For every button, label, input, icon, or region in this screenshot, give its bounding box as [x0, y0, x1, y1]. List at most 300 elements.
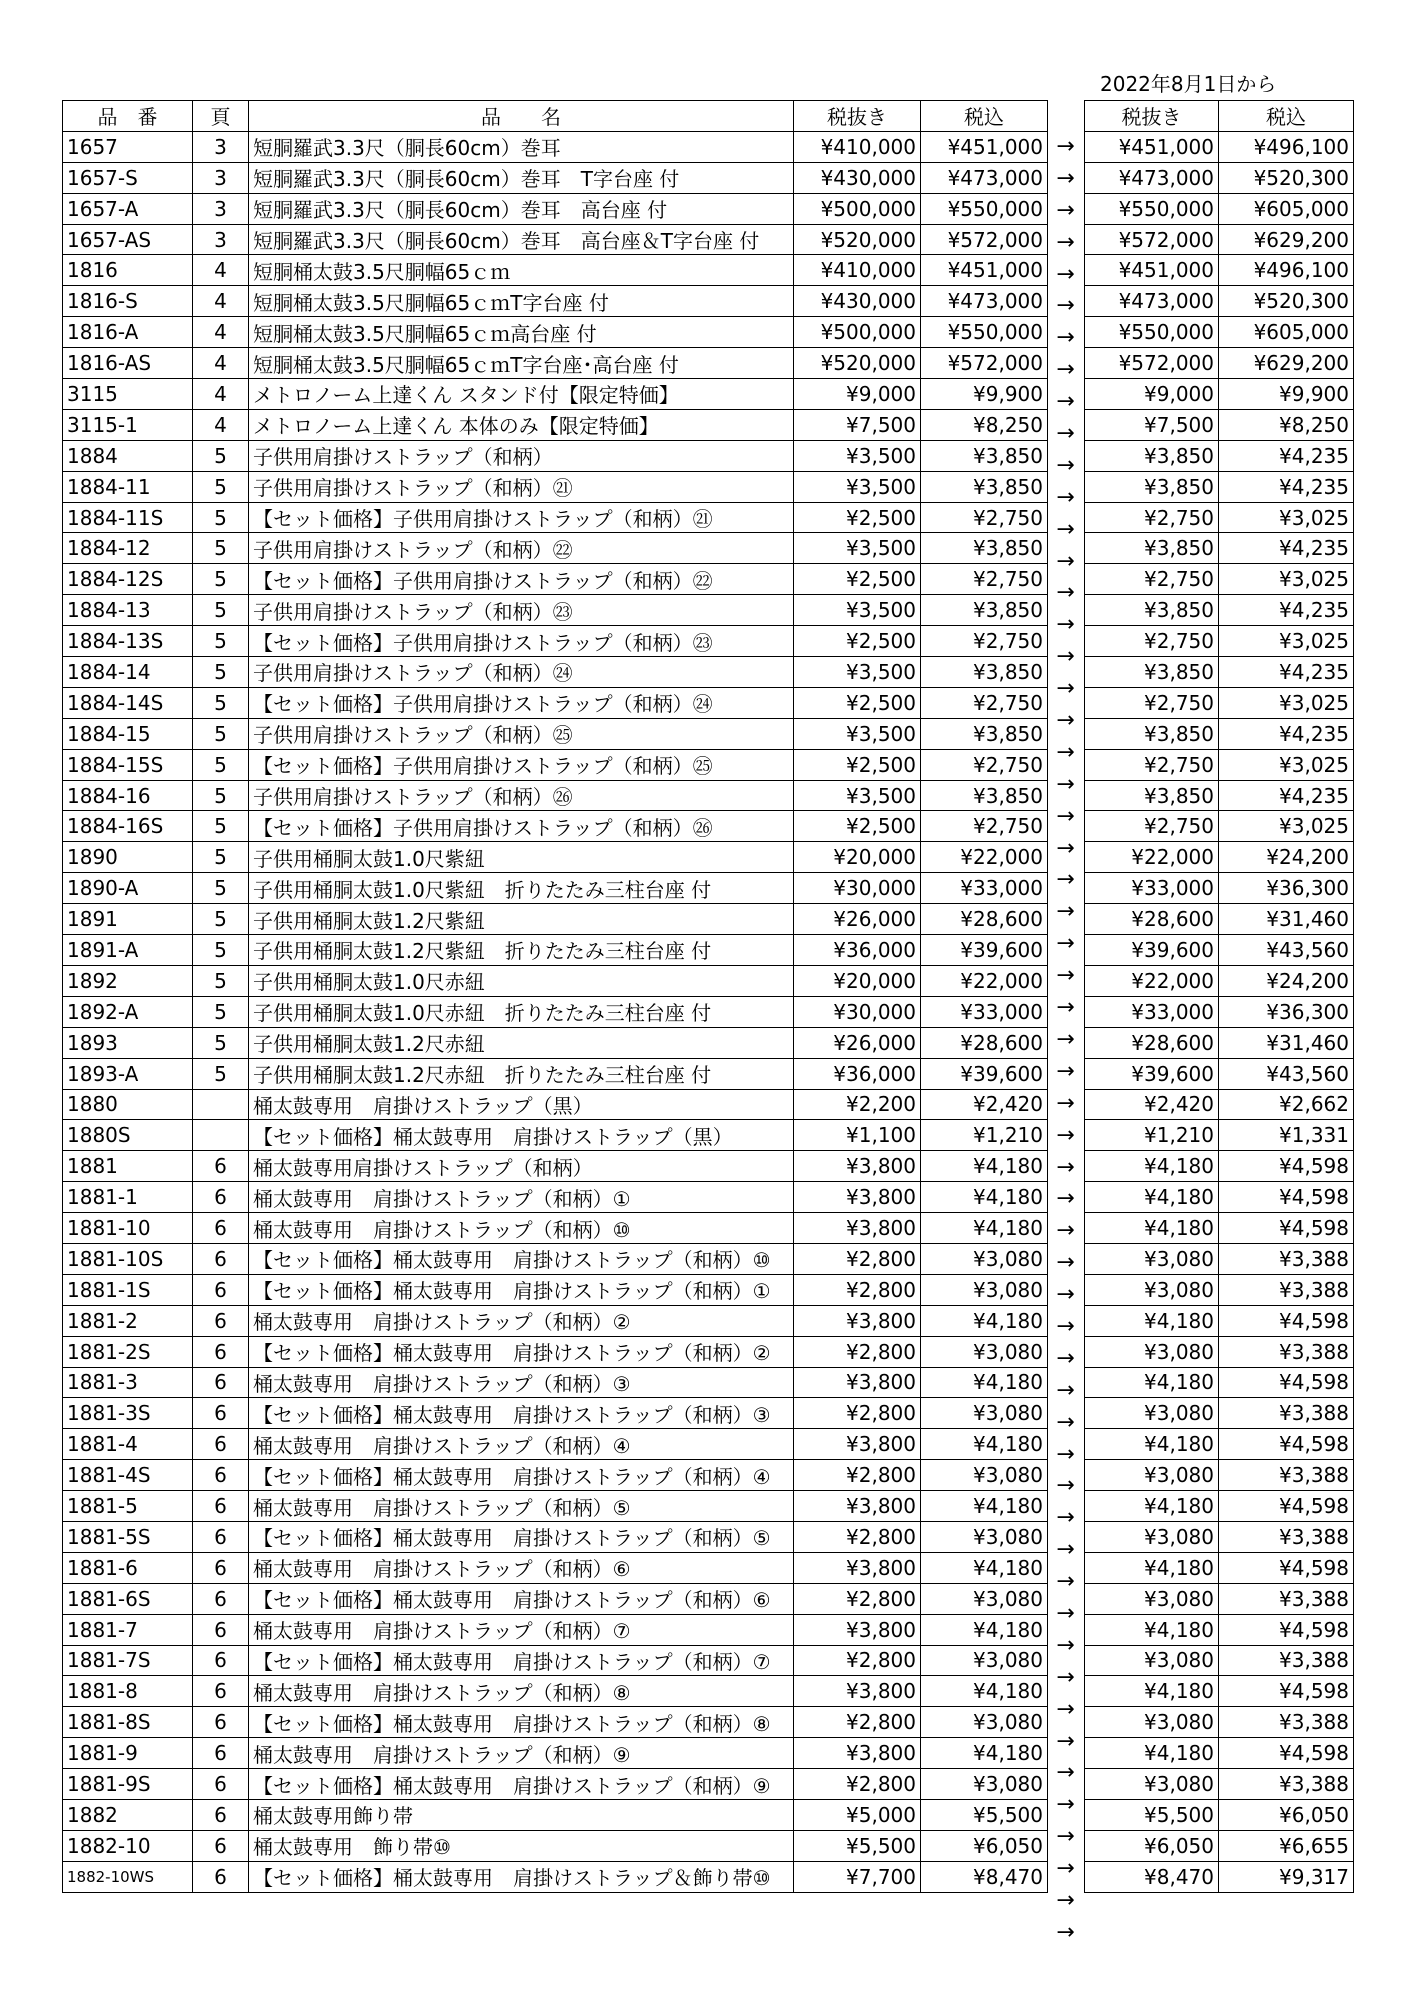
new-inc-tax-cell: ¥4,598: [1219, 1367, 1354, 1398]
inc-tax-cell: ¥3,080: [921, 1707, 1048, 1738]
inc-tax-cell: ¥3,080: [921, 1521, 1048, 1552]
inc-tax-cell: ¥4,180: [921, 1305, 1048, 1336]
code-cell: 1881-8: [63, 1676, 193, 1707]
code-cell: 1881-3S: [63, 1398, 193, 1429]
new-ex-tax-cell: ¥3,850: [1085, 718, 1219, 749]
new-ex-tax-cell: ¥2,750: [1085, 749, 1219, 780]
header-code: 品 番: [63, 101, 193, 132]
table-row: [63, 657, 1048, 688]
new-ex-tax-cell: ¥5,500: [1085, 1799, 1219, 1830]
arrow-column: [1047, 131, 1084, 1949]
inc-tax-cell: ¥3,080: [921, 1336, 1048, 1367]
inc-tax-cell: ¥572,000: [921, 348, 1048, 379]
ex-tax-cell: ¥7,500: [794, 409, 921, 440]
ex-tax-cell: ¥2,800: [794, 1274, 921, 1305]
arrow-icon: →: [1056, 1122, 1075, 1148]
page-cell: 4: [193, 255, 249, 286]
new-ex-tax-cell: ¥4,180: [1085, 1676, 1219, 1707]
arrow-icon: →: [1056, 1218, 1075, 1244]
new-inc-tax-cell: ¥3,388: [1219, 1243, 1354, 1274]
table-row: [63, 1120, 1048, 1151]
new-ex-tax-cell: ¥572,000: [1085, 348, 1219, 379]
ex-tax-cell: ¥3,500: [794, 440, 921, 471]
header-row: [1085, 101, 1354, 132]
code-cell: 1884-11S: [63, 502, 193, 533]
ex-tax-cell: ¥3,500: [794, 657, 921, 688]
name-cell: 子供用肩掛けストラップ（和柄）㉔: [249, 657, 794, 688]
name-cell: 【セット価格】桶太鼓専用 肩掛けストラップ＆飾り帯⑩: [249, 1861, 794, 1892]
page-cell: 6: [193, 1676, 249, 1707]
new-inc-tax-cell: ¥2,662: [1219, 1089, 1354, 1120]
ex-tax-cell: ¥3,500: [794, 780, 921, 811]
inc-tax-cell: ¥451,000: [921, 255, 1048, 286]
table-row: [1085, 1521, 1354, 1552]
table-row: [1085, 379, 1354, 410]
table-row: [1085, 1182, 1354, 1213]
new-ex-tax-cell: ¥3,850: [1085, 657, 1219, 688]
arrow-icon: →: [1056, 771, 1075, 797]
code-cell: 1881-7S: [63, 1645, 193, 1676]
page-cell: 6: [193, 1830, 249, 1861]
table-row: [63, 1583, 1048, 1614]
new-ex-tax-cell: ¥1,210: [1085, 1120, 1219, 1151]
table-row: [1085, 1491, 1354, 1522]
arrow-icon: →: [1056, 516, 1075, 542]
table-row: [1085, 1583, 1354, 1614]
arrow-icon: →: [1056, 1186, 1075, 1212]
table-row: [63, 131, 1048, 162]
new-inc-tax-cell: ¥629,200: [1219, 348, 1354, 379]
inc-tax-cell: ¥4,180: [921, 1151, 1048, 1182]
new-inc-tax-cell: ¥9,317: [1219, 1861, 1354, 1892]
ex-tax-cell: ¥2,200: [794, 1089, 921, 1120]
page-cell: 6: [193, 1799, 249, 1830]
table-row: [1085, 1120, 1354, 1151]
new-ex-tax-cell: ¥39,600: [1085, 935, 1219, 966]
new-ex-tax-cell: ¥3,850: [1085, 595, 1219, 626]
page-cell: 6: [193, 1614, 249, 1645]
code-cell: 1881-3: [63, 1367, 193, 1398]
name-cell: 【セット価格】桶太鼓専用 肩掛けストラップ（和柄）⑥: [249, 1583, 794, 1614]
code-cell: 1881-5: [63, 1491, 193, 1522]
table-row: [1085, 224, 1354, 255]
new-inc-tax-cell: ¥6,050: [1219, 1799, 1354, 1830]
page-cell: 5: [193, 657, 249, 688]
new-inc-tax-cell: ¥3,388: [1219, 1707, 1354, 1738]
header-new-ex-tax: 税抜き: [1085, 101, 1219, 132]
arrow-icon: →: [1056, 1154, 1075, 1180]
name-cell: 短胴羅武3.3尺（胴長60cm）巻耳 高台座 付: [249, 193, 794, 224]
ex-tax-cell: ¥30,000: [794, 996, 921, 1027]
table-row: [1085, 471, 1354, 502]
inc-tax-cell: ¥2,750: [921, 502, 1048, 533]
new-ex-tax-cell: ¥2,750: [1085, 811, 1219, 842]
ex-tax-cell: ¥3,800: [794, 1614, 921, 1645]
code-cell: 1816-S: [63, 286, 193, 317]
code-cell: 1884-13: [63, 595, 193, 626]
inc-tax-cell: ¥3,850: [921, 595, 1048, 626]
page-cell: 6: [193, 1398, 249, 1429]
inc-tax-cell: ¥2,750: [921, 626, 1048, 657]
table-row: [63, 1521, 1048, 1552]
header-inc-tax: 税込: [921, 101, 1048, 132]
table-row: [63, 286, 1048, 317]
arrow-icon: →: [1056, 548, 1075, 574]
new-ex-tax-cell: ¥4,180: [1085, 1305, 1219, 1336]
name-cell: 子供用肩掛けストラップ（和柄）㉒: [249, 533, 794, 564]
arrow-icon: →: [1056, 1282, 1075, 1308]
new-ex-tax-cell: ¥33,000: [1085, 996, 1219, 1027]
new-ex-tax-cell: ¥2,750: [1085, 687, 1219, 718]
arrow-icon: →: [1056, 1728, 1075, 1754]
inc-tax-cell: ¥473,000: [921, 286, 1048, 317]
table-row: [63, 1336, 1048, 1367]
table-row: [63, 718, 1048, 749]
ex-tax-cell: ¥36,000: [794, 1058, 921, 1089]
table-row: [63, 1830, 1048, 1861]
new-ex-tax-cell: ¥6,050: [1085, 1830, 1219, 1861]
name-cell: 短胴羅武3.3尺（胴長60cm）巻耳 T字台座 付: [249, 162, 794, 193]
table-row: [63, 502, 1048, 533]
new-inc-tax-cell: ¥496,100: [1219, 255, 1354, 286]
new-inc-tax-cell: ¥9,900: [1219, 379, 1354, 410]
inc-tax-cell: ¥3,850: [921, 657, 1048, 688]
inc-tax-cell: ¥4,180: [921, 1429, 1048, 1460]
arrow-icon: →: [1056, 261, 1075, 287]
arrow-icon: →: [1056, 134, 1075, 159]
name-cell: 桶太鼓専用 肩掛けストラップ（和柄）④: [249, 1429, 794, 1460]
new-ex-tax-cell: ¥473,000: [1085, 162, 1219, 193]
name-cell: 【セット価格】桶太鼓専用 肩掛けストラップ（和柄）⑦: [249, 1645, 794, 1676]
new-inc-tax-cell: ¥8,250: [1219, 409, 1354, 440]
inc-tax-cell: ¥2,750: [921, 811, 1048, 842]
table-row: [63, 564, 1048, 595]
inc-tax-cell: ¥33,000: [921, 873, 1048, 904]
table-row: [63, 1305, 1048, 1336]
inc-tax-cell: ¥22,000: [921, 965, 1048, 996]
name-cell: 短胴羅武3.3尺（胴長60cm）巻耳 高台座＆T字台座 付: [249, 224, 794, 255]
code-cell: 1884: [63, 440, 193, 471]
code-cell: 1882: [63, 1799, 193, 1830]
table-row: [63, 224, 1048, 255]
inc-tax-cell: ¥3,850: [921, 440, 1048, 471]
ex-tax-cell: ¥520,000: [794, 224, 921, 255]
name-cell: 【セット価格】桶太鼓専用 肩掛けストラップ（和柄）⑧: [249, 1707, 794, 1738]
table-row: [1085, 1213, 1354, 1244]
new-inc-tax-cell: ¥3,388: [1219, 1398, 1354, 1429]
table-row: [1085, 904, 1354, 935]
new-inc-tax-cell: ¥4,598: [1219, 1151, 1354, 1182]
table-row: [1085, 440, 1354, 471]
ex-tax-cell: ¥3,800: [794, 1738, 921, 1769]
page-cell: 5: [193, 533, 249, 564]
new-inc-tax-cell: ¥3,388: [1219, 1336, 1354, 1367]
new-inc-tax-cell: ¥3,388: [1219, 1583, 1354, 1614]
table-row: [1085, 1058, 1354, 1089]
arrow-icon: →: [1056, 644, 1075, 670]
page-cell: 6: [193, 1305, 249, 1336]
ex-tax-cell: ¥3,800: [794, 1552, 921, 1583]
code-cell: 1890: [63, 842, 193, 873]
ex-tax-cell: ¥30,000: [794, 873, 921, 904]
ex-tax-cell: ¥500,000: [794, 317, 921, 348]
table-row: [1085, 1707, 1354, 1738]
new-ex-tax-cell: ¥22,000: [1085, 965, 1219, 996]
name-cell: 短胴桶太鼓3.5尺胴幅65ｃｍT字台座･高台座 付: [249, 348, 794, 379]
code-cell: 1881-10S: [63, 1243, 193, 1274]
inc-tax-cell: ¥28,600: [921, 904, 1048, 935]
table-row: [63, 193, 1048, 224]
ex-tax-cell: ¥3,800: [794, 1213, 921, 1244]
arrow-icon: →: [1056, 1505, 1075, 1531]
inc-tax-cell: ¥28,600: [921, 1027, 1048, 1058]
table-row: [63, 1027, 1048, 1058]
new-inc-tax-cell: ¥4,598: [1219, 1429, 1354, 1460]
table-row: [1085, 657, 1354, 688]
new-inc-tax-cell: ¥520,300: [1219, 286, 1354, 317]
new-ex-tax-cell: ¥4,180: [1085, 1614, 1219, 1645]
ex-tax-cell: ¥2,500: [794, 502, 921, 533]
inc-tax-cell: ¥473,000: [921, 162, 1048, 193]
code-cell: 1884-13S: [63, 626, 193, 657]
new-inc-tax-cell: ¥24,200: [1219, 842, 1354, 873]
inc-tax-cell: ¥2,420: [921, 1089, 1048, 1120]
page-cell: 6: [193, 1151, 249, 1182]
table-row: [63, 1429, 1048, 1460]
page-cell: 6: [193, 1429, 249, 1460]
name-cell: 【セット価格】子供用肩掛けストラップ（和柄）㉓: [249, 626, 794, 657]
name-cell: 子供用肩掛けストラップ（和柄）㉕: [249, 718, 794, 749]
new-ex-tax-cell: ¥28,600: [1085, 1027, 1219, 1058]
table-row: [63, 1645, 1048, 1676]
inc-tax-cell: ¥9,900: [921, 379, 1048, 410]
ex-tax-cell: ¥7,700: [794, 1861, 921, 1892]
arrow-icon: →: [1056, 995, 1075, 1021]
table-row: [63, 626, 1048, 657]
new-ex-tax-cell: ¥8,470: [1085, 1861, 1219, 1892]
table-row: [1085, 1614, 1354, 1645]
table-row: [1085, 286, 1354, 317]
name-cell: 【セット価格】子供用肩掛けストラップ（和柄）㉒: [249, 564, 794, 595]
page-cell: 6: [193, 1243, 249, 1274]
ex-tax-cell: ¥3,500: [794, 595, 921, 626]
code-cell: 1881-4S: [63, 1460, 193, 1491]
table-row: [63, 1707, 1048, 1738]
page-cell: 5: [193, 595, 249, 626]
new-ex-tax-cell: ¥22,000: [1085, 842, 1219, 873]
arrow-icon: →: [1056, 1026, 1075, 1052]
ex-tax-cell: ¥3,800: [794, 1676, 921, 1707]
name-cell: 【セット価格】桶太鼓専用 肩掛けストラップ（和柄）⑩: [249, 1243, 794, 1274]
name-cell: 【セット価格】子供用肩掛けストラップ（和柄）㉖: [249, 811, 794, 842]
page-cell: 6: [193, 1367, 249, 1398]
new-inc-tax-cell: ¥4,235: [1219, 533, 1354, 564]
ex-tax-cell: ¥410,000: [794, 131, 921, 162]
inc-tax-cell: ¥550,000: [921, 193, 1048, 224]
table-row: [1085, 1676, 1354, 1707]
page-cell: 3: [193, 224, 249, 255]
ex-tax-cell: ¥9,000: [794, 379, 921, 410]
inc-tax-cell: ¥3,850: [921, 718, 1048, 749]
new-ex-tax-cell: ¥3,080: [1085, 1521, 1219, 1552]
code-cell: 1881-2S: [63, 1336, 193, 1367]
code-cell: 1816-AS: [63, 348, 193, 379]
inc-tax-cell: ¥3,080: [921, 1769, 1048, 1800]
code-cell: 3115: [63, 379, 193, 410]
code-cell: 1881-9S: [63, 1769, 193, 1800]
inc-tax-cell: ¥2,750: [921, 687, 1048, 718]
inc-tax-cell: ¥8,470: [921, 1861, 1048, 1892]
inc-tax-cell: ¥2,750: [921, 564, 1048, 595]
new-ex-tax-cell: ¥4,180: [1085, 1367, 1219, 1398]
table-row: [63, 533, 1048, 564]
page-cell: 4: [193, 379, 249, 410]
new-ex-tax-cell: ¥451,000: [1085, 255, 1219, 286]
inc-tax-cell: ¥572,000: [921, 224, 1048, 255]
code-cell: 1881-1S: [63, 1274, 193, 1305]
page-cell: 4: [193, 409, 249, 440]
new-inc-tax-cell: ¥4,598: [1219, 1182, 1354, 1213]
ex-tax-cell: ¥3,500: [794, 471, 921, 502]
code-cell: 1880S: [63, 1120, 193, 1151]
name-cell: 【セット価格】桶太鼓専用 肩掛けストラップ（黒）: [249, 1120, 794, 1151]
ex-tax-cell: ¥2,800: [794, 1460, 921, 1491]
new-ex-tax-cell: ¥572,000: [1085, 224, 1219, 255]
table-row: [63, 1151, 1048, 1182]
page-cell: 6: [193, 1336, 249, 1367]
page-cell: 3: [193, 193, 249, 224]
new-ex-tax-cell: ¥7,500: [1085, 409, 1219, 440]
page-cell: 5: [193, 718, 249, 749]
table-row: [1085, 780, 1354, 811]
ex-tax-cell: ¥5,000: [794, 1799, 921, 1830]
code-cell: 1884-16: [63, 780, 193, 811]
table-row: [63, 1460, 1048, 1491]
arrow-icon: →: [1056, 1824, 1075, 1850]
ex-tax-cell: ¥2,800: [794, 1583, 921, 1614]
new-ex-tax-cell: ¥4,180: [1085, 1491, 1219, 1522]
arrow-icon: →: [1056, 452, 1075, 478]
arrow-icon: →: [1056, 1887, 1075, 1913]
page-cell: 5: [193, 935, 249, 966]
inc-tax-cell: ¥4,180: [921, 1676, 1048, 1707]
name-cell: 子供用肩掛けストラップ（和柄）: [249, 440, 794, 471]
table-row: [1085, 935, 1354, 966]
arrow-icon: →: [1056, 899, 1075, 925]
arrow-icon: →: [1056, 931, 1075, 957]
ex-tax-cell: ¥3,500: [794, 718, 921, 749]
ex-tax-cell: ¥2,500: [794, 687, 921, 718]
new-price-table: [1084, 100, 1354, 1893]
table-row: [63, 842, 1048, 873]
new-ex-tax-cell: ¥3,080: [1085, 1274, 1219, 1305]
name-cell: 子供用肩掛けストラップ（和柄）㉑: [249, 471, 794, 502]
new-inc-tax-cell: ¥3,025: [1219, 626, 1354, 657]
ex-tax-cell: ¥26,000: [794, 904, 921, 935]
name-cell: 【セット価格】子供用肩掛けストラップ（和柄）㉔: [249, 687, 794, 718]
page-cell: 5: [193, 842, 249, 873]
table-row: [1085, 749, 1354, 780]
new-ex-tax-cell: ¥550,000: [1085, 317, 1219, 348]
header-row: [63, 101, 1048, 132]
arrow-icon: →: [1056, 1856, 1075, 1882]
ex-tax-cell: ¥1,100: [794, 1120, 921, 1151]
new-inc-tax-cell: ¥4,598: [1219, 1614, 1354, 1645]
new-inc-tax-cell: ¥4,598: [1219, 1305, 1354, 1336]
inc-tax-cell: ¥4,180: [921, 1491, 1048, 1522]
new-ex-tax-cell: ¥3,080: [1085, 1460, 1219, 1491]
ex-tax-cell: ¥2,800: [794, 1398, 921, 1429]
name-cell: 桶太鼓専用 肩掛けストラップ（和柄）⑤: [249, 1491, 794, 1522]
name-cell: 短胴桶太鼓3.5尺胴幅65ｃｍ高台座 付: [249, 317, 794, 348]
table-row: [63, 780, 1048, 811]
table-row: [1085, 409, 1354, 440]
table-row: [1085, 1552, 1354, 1583]
name-cell: 【セット価格】子供用肩掛けストラップ（和柄）㉑: [249, 502, 794, 533]
arrow-icon: →: [1056, 676, 1075, 702]
new-inc-tax-cell: ¥3,025: [1219, 502, 1354, 533]
code-cell: 3115-1: [63, 409, 193, 440]
table-row: [63, 1274, 1048, 1305]
code-cell: 1657-AS: [63, 224, 193, 255]
name-cell: 子供用桶胴太鼓1.0尺紫紐 折りたたみ三柱台座 付: [249, 873, 794, 904]
inc-tax-cell: ¥3,080: [921, 1398, 1048, 1429]
ex-tax-cell: ¥2,800: [794, 1769, 921, 1800]
inc-tax-cell: ¥3,080: [921, 1583, 1048, 1614]
name-cell: 【セット価格】桶太鼓専用 肩掛けストラップ（和柄）⑨: [249, 1769, 794, 1800]
new-ex-tax-cell: ¥33,000: [1085, 873, 1219, 904]
table-row: [63, 873, 1048, 904]
inc-tax-cell: ¥4,180: [921, 1213, 1048, 1244]
table-row: [1085, 1738, 1354, 1769]
inc-tax-cell: ¥451,000: [921, 131, 1048, 162]
new-ex-tax-cell: ¥4,180: [1085, 1429, 1219, 1460]
name-cell: 桶太鼓専用飾り帯: [249, 1799, 794, 1830]
inc-tax-cell: ¥3,080: [921, 1645, 1048, 1676]
arrow-icon: →: [1056, 1696, 1075, 1722]
ex-tax-cell: ¥3,800: [794, 1491, 921, 1522]
ex-tax-cell: ¥20,000: [794, 842, 921, 873]
page-cell: 5: [193, 780, 249, 811]
table-row: [1085, 1645, 1354, 1676]
table-row: [63, 1491, 1048, 1522]
ex-tax-cell: ¥3,500: [794, 533, 921, 564]
new-inc-tax-cell: ¥6,655: [1219, 1830, 1354, 1861]
new-ex-tax-cell: ¥2,750: [1085, 564, 1219, 595]
new-inc-tax-cell: ¥31,460: [1219, 1027, 1354, 1058]
page-cell: 5: [193, 471, 249, 502]
new-inc-tax-cell: ¥3,025: [1219, 749, 1354, 780]
page-cell: 5: [193, 904, 249, 935]
name-cell: 短胴羅武3.3尺（胴長60cm）巻耳: [249, 131, 794, 162]
code-cell: 1893: [63, 1027, 193, 1058]
new-inc-tax-cell: ¥4,598: [1219, 1213, 1354, 1244]
name-cell: 桶太鼓専用 肩掛けストラップ（和柄）⑦: [249, 1614, 794, 1645]
name-cell: 桶太鼓専用肩掛けストラップ（和柄）: [249, 1151, 794, 1182]
new-inc-tax-cell: ¥3,025: [1219, 564, 1354, 595]
table-row: [63, 317, 1048, 348]
ex-tax-cell: ¥3,800: [794, 1151, 921, 1182]
name-cell: 子供用桶胴太鼓1.2尺紫紐 折りたたみ三柱台座 付: [249, 935, 794, 966]
code-cell: 1881-5S: [63, 1521, 193, 1552]
inc-tax-cell: ¥5,500: [921, 1799, 1048, 1830]
table-row: [63, 471, 1048, 502]
code-cell: 1884-11: [63, 471, 193, 502]
new-inc-tax-cell: ¥36,300: [1219, 873, 1354, 904]
new-inc-tax-cell: ¥4,598: [1219, 1676, 1354, 1707]
new-inc-tax-cell: ¥4,235: [1219, 471, 1354, 502]
ex-tax-cell: ¥36,000: [794, 935, 921, 966]
